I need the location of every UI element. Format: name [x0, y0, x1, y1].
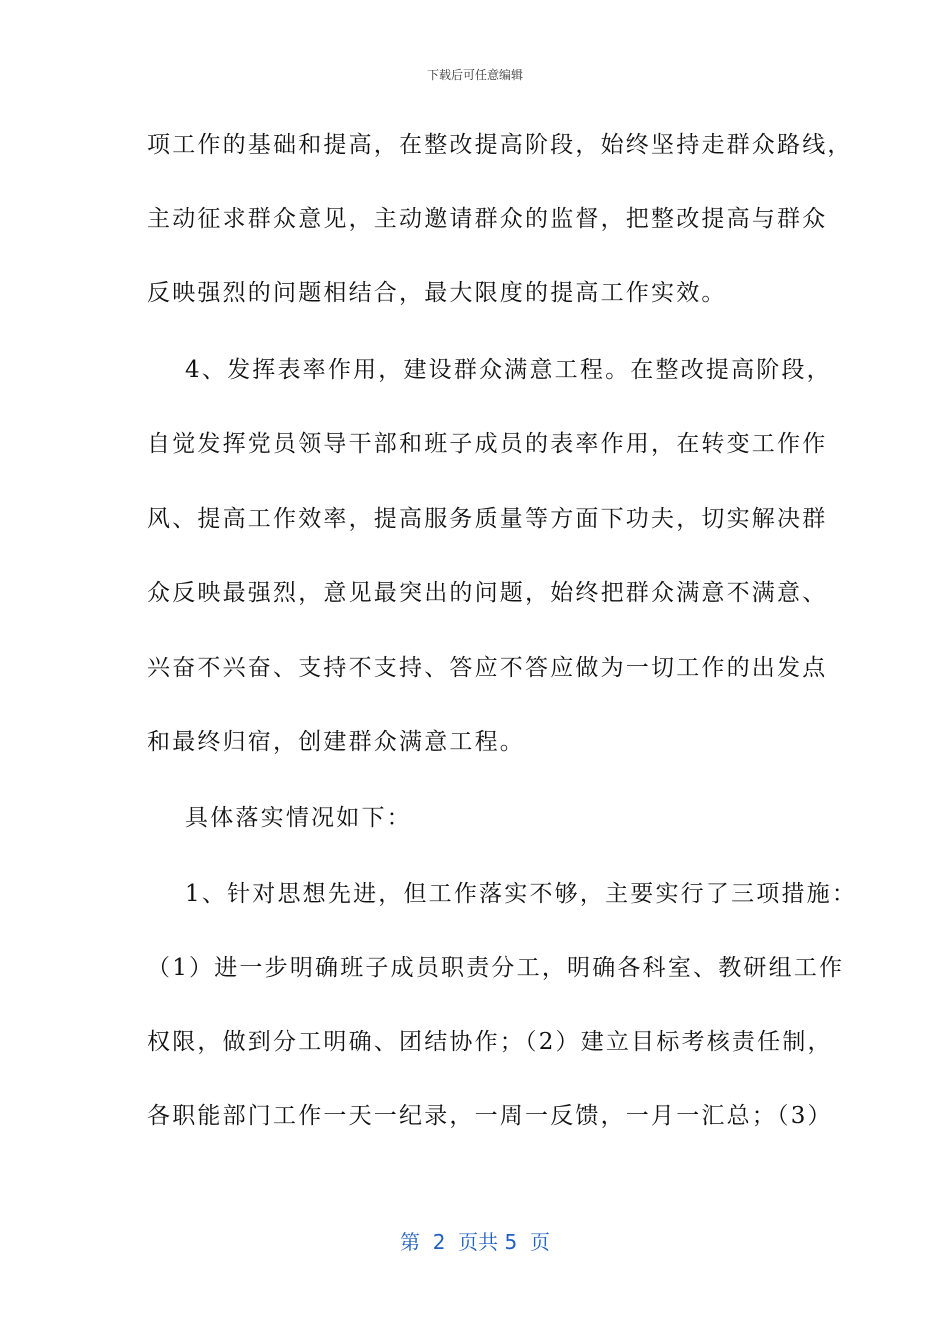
- text-line: 4、发挥表率作用，建设群众满意工程。在整改提高阶段，: [147, 357, 832, 383]
- text-line: 1、针对思想先进，但工作落实不够，主要实行了三项措施：: [147, 881, 858, 907]
- text-line: 众反映最强烈，意见最突出的问题，始终把群众满意不满意、: [147, 580, 828, 606]
- text-line: 自觉发挥党员领导干部和班子成员的表率作用，在转变工作作: [147, 431, 828, 457]
- page-footer: 第 2 页共 5 页: [400, 1230, 550, 1254]
- text-line: 反映强烈的问题相结合，最大限度的提高工作实效。: [147, 280, 727, 306]
- text-line: 项工作的基础和提高，在整改提高阶段，始终坚持走群众路线，: [147, 132, 853, 158]
- text-line: 主动征求群众意见，主动邀请群众的监督，把整改提高与群众: [147, 206, 828, 232]
- text-line: 兴奋不兴奋、支持不支持、答应不答应做为一切工作的出发点: [147, 655, 828, 681]
- page-header: 下载后可任意编辑: [426, 68, 523, 82]
- text-line: 风、提高工作效率，提高服务质量等方面下功夫，切实解决群: [147, 506, 828, 532]
- text-line: 权限，做到分工明确、团结协作；（2）建立目标考核责任制，: [147, 1029, 833, 1055]
- text-line: 和最终归宿，创建群众满意工程。: [147, 729, 525, 755]
- text-line: 具体落实情况如下：: [147, 805, 412, 831]
- text-line: 各职能部门工作一天一纪录，一周一反馈，一月一汇总；（3）: [147, 1103, 833, 1129]
- text-line: （1）进一步明确班子成员职责分工，明确各科室、教研组工作: [147, 955, 845, 981]
